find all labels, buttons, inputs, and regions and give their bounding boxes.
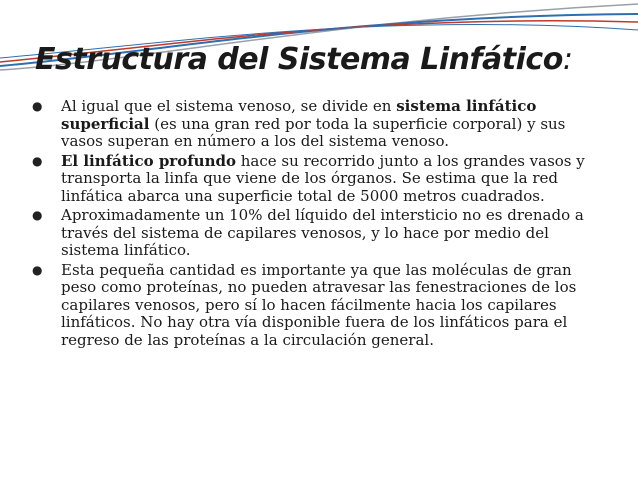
bullet-item	[32, 151, 600, 206]
bullet-item	[32, 97, 600, 151]
bullet-item	[32, 260, 600, 350]
bullet-text: (es una gran red por toda la superficie corporal) y sus vasos superan en número a los del sistema venoso.	[61, 114, 566, 150]
slide-title	[35, 42, 572, 77]
slide-title-text: Estructura del Sistema Linfático	[35, 42, 563, 77]
slide-title-colon: :	[562, 42, 573, 77]
bullet-dot-icon: ●	[32, 153, 43, 168]
bullet-dot-icon: ●	[32, 262, 43, 277]
bullet-bold-text: sistema linfático superficial	[61, 97, 537, 133]
bullet-bold-text: El linfático profundo	[61, 151, 236, 170]
bullet-dot-icon: ●	[32, 99, 43, 113]
bullet-text: Al igual que el sistema venoso, se divide en	[61, 97, 397, 115]
bullet-text: Aproximadamente un 10% del líquido del intersticio no es drenado a través del sistema de capilares venosos, y lo hace por medio del sistema linfático.	[61, 206, 584, 259]
bullet-text: hace su recorrido junto a los grandes vasos y transporta la linfa que viene de los órganos. Se estima que la red linfática abarca una superficie total de 5000 metros cuadrados.	[61, 151, 585, 205]
bullet-list	[32, 97, 600, 351]
bullet-text: Esta pequeña cantidad es importante ya que las moléculas de gran peso como proteínas, no pueden atravesar las fenestraciones de los capilares venosos, pero sí lo hacen fácilmente hacia los capilares linfáticos. No hay otra vía disponible fuera de los linfáticos para el regreso de las proteínas a la circulación general.	[61, 260, 577, 349]
bullet-dot-icon: ●	[32, 208, 43, 222]
bullet-item	[32, 206, 600, 260]
